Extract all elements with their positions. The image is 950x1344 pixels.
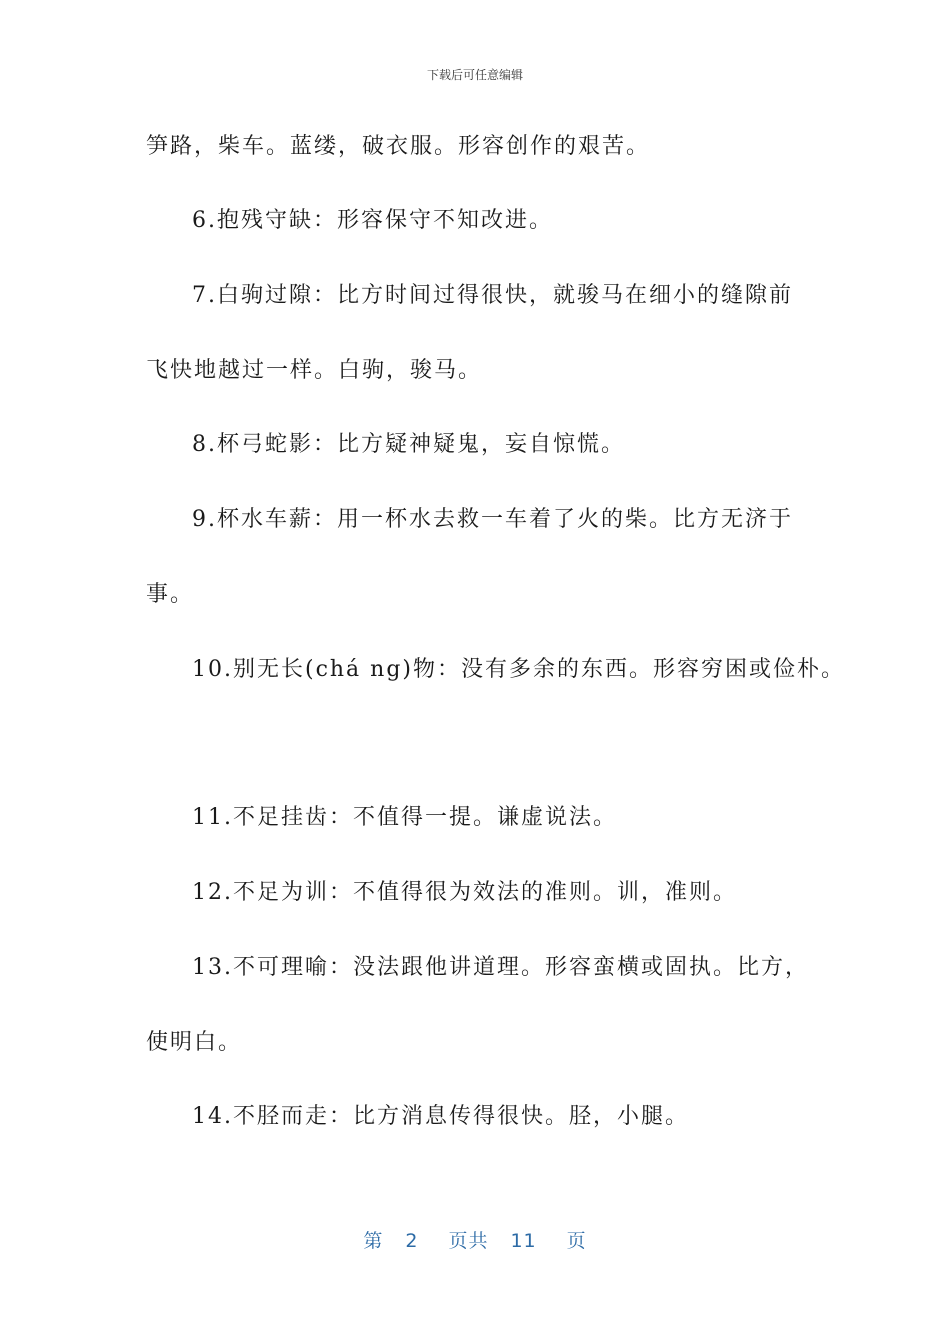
paragraph-line: 14.不胫而走：比方消息传得很快。胫，小腿。	[192, 1104, 689, 1129]
paragraph-line: 使明白。	[146, 1030, 243, 1055]
paragraph-line: 10.别无长(chá ng)物：没有多余的东西。形容穷困或俭朴。	[192, 657, 846, 682]
page-footer	[0, 1226, 950, 1253]
footer-middle: 页共	[448, 1230, 489, 1252]
paragraph-line: 12.不足为训：不值得很为效法的准则。训，准则。	[192, 880, 737, 905]
footer-suffix: 页	[566, 1230, 587, 1252]
paragraph-line: 7.白驹过隙：比方时间过得很快，就骏马在细小的缝隙前	[192, 283, 793, 308]
paragraph-line: 笋路，柴车。蓝缕，破衣服。形容创作的艰苦。	[146, 134, 651, 159]
paragraph-line: 飞快地越过一样。白驹，骏马。	[146, 358, 483, 383]
paragraph-line: 事。	[146, 582, 195, 607]
footer-prefix: 第	[363, 1230, 384, 1252]
paragraph-line: 9.杯水车薪：用一杯水去救一车着了火的柴。比方无济于	[192, 507, 793, 532]
total-pages-number: 11	[510, 1230, 537, 1252]
paragraph-line: 11.不足挂齿：不值得一提。谦虚说法。	[192, 805, 617, 830]
paragraph-line: 13.不可理喻：没法跟他讲道理。形容蛮横或固执。比方，	[192, 955, 809, 980]
paragraph-line: 8.杯弓蛇影：比方疑神疑鬼，妄自惊慌。	[192, 432, 625, 457]
current-page-number: 2	[405, 1230, 419, 1252]
paragraph-line: 6.抱残守缺：形容保守不知改进。	[192, 208, 553, 233]
page-header: 下载后可任意编辑	[426, 68, 523, 82]
